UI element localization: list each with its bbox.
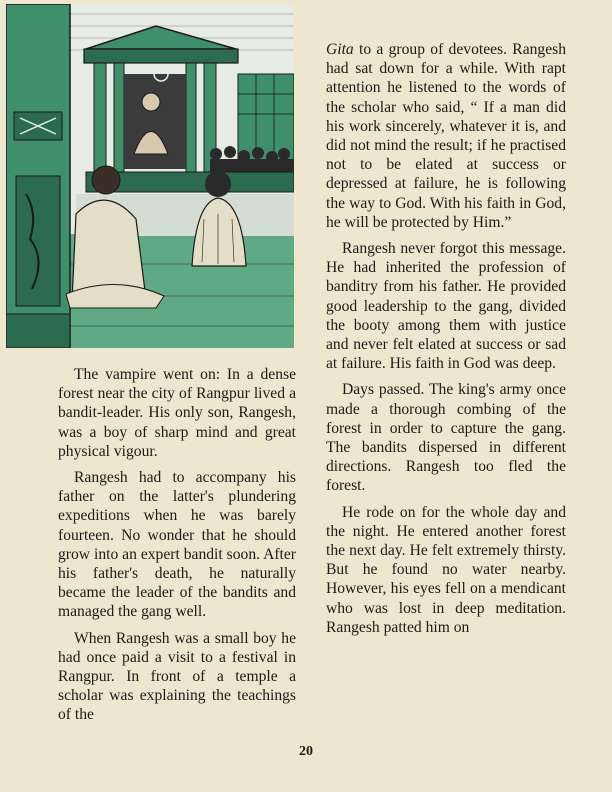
illustration: [6, 4, 294, 348]
right-column: [326, 40, 566, 644]
right-paragraph-4: He rode on for the whole day and the night. He entered another forest the next day. He felt extremely thirsty. But he found no water nearby. However, his eyes fell on a mendicant who was lost in deep meditation. Rangesh patted him on: [326, 503, 566, 636]
left-paragraph-3: When Rangesh was a small boy he had once paid a visit to a festival in Rangpur. In front of a temple a scholar was explaining the teachings of the: [58, 629, 296, 724]
left-column: [58, 365, 296, 732]
page-number: 20: [299, 744, 313, 759]
left-paragraph-1: The vampire went on: In a dense forest near the city of Rangpur lived a bandit-leader. His only son, Rangesh, was a boy of sharp mind and great physical vigour.: [58, 366, 296, 460]
right-paragraph-2: Rangesh never forgot this message. He had inherited the profession of banditry from his father. He provided good leadership to the gang, divided the booty among them with justice and never felt elated at success or sad at failure. His faith in God was deep.: [326, 240, 566, 373]
right-paragraph-1: [326, 40, 566, 232]
right-paragraph-3: Days passed. The king's army once made a thorough combing of the forest in order to capture the gang. The bandits dispersed in different directions. Rangesh too fled the forest.: [326, 381, 566, 495]
temple-scholar-scene-icon: [6, 4, 294, 348]
right-paragraph-1-text: to a group of devotees. Rangesh had sat down for a while. With rapt attention he listened to the words of the scholar who said, “ If a man did his work sincerely, whatever it is, and did not mind the result; if he practised not to be elated at success or depressed at failure, he is following the way to God. With his faith in God, he will be protected by Him.”: [326, 41, 566, 231]
left-paragraph-2: Rangesh had to accompany his father on the latter's plundering expeditions when he was barely fourteen. No wonder that he should grow into an expert bandit soon. After his father's death, he naturally became the leader of the bandits and managed the gang well.: [58, 469, 296, 621]
gita-title: Gita: [326, 41, 354, 58]
